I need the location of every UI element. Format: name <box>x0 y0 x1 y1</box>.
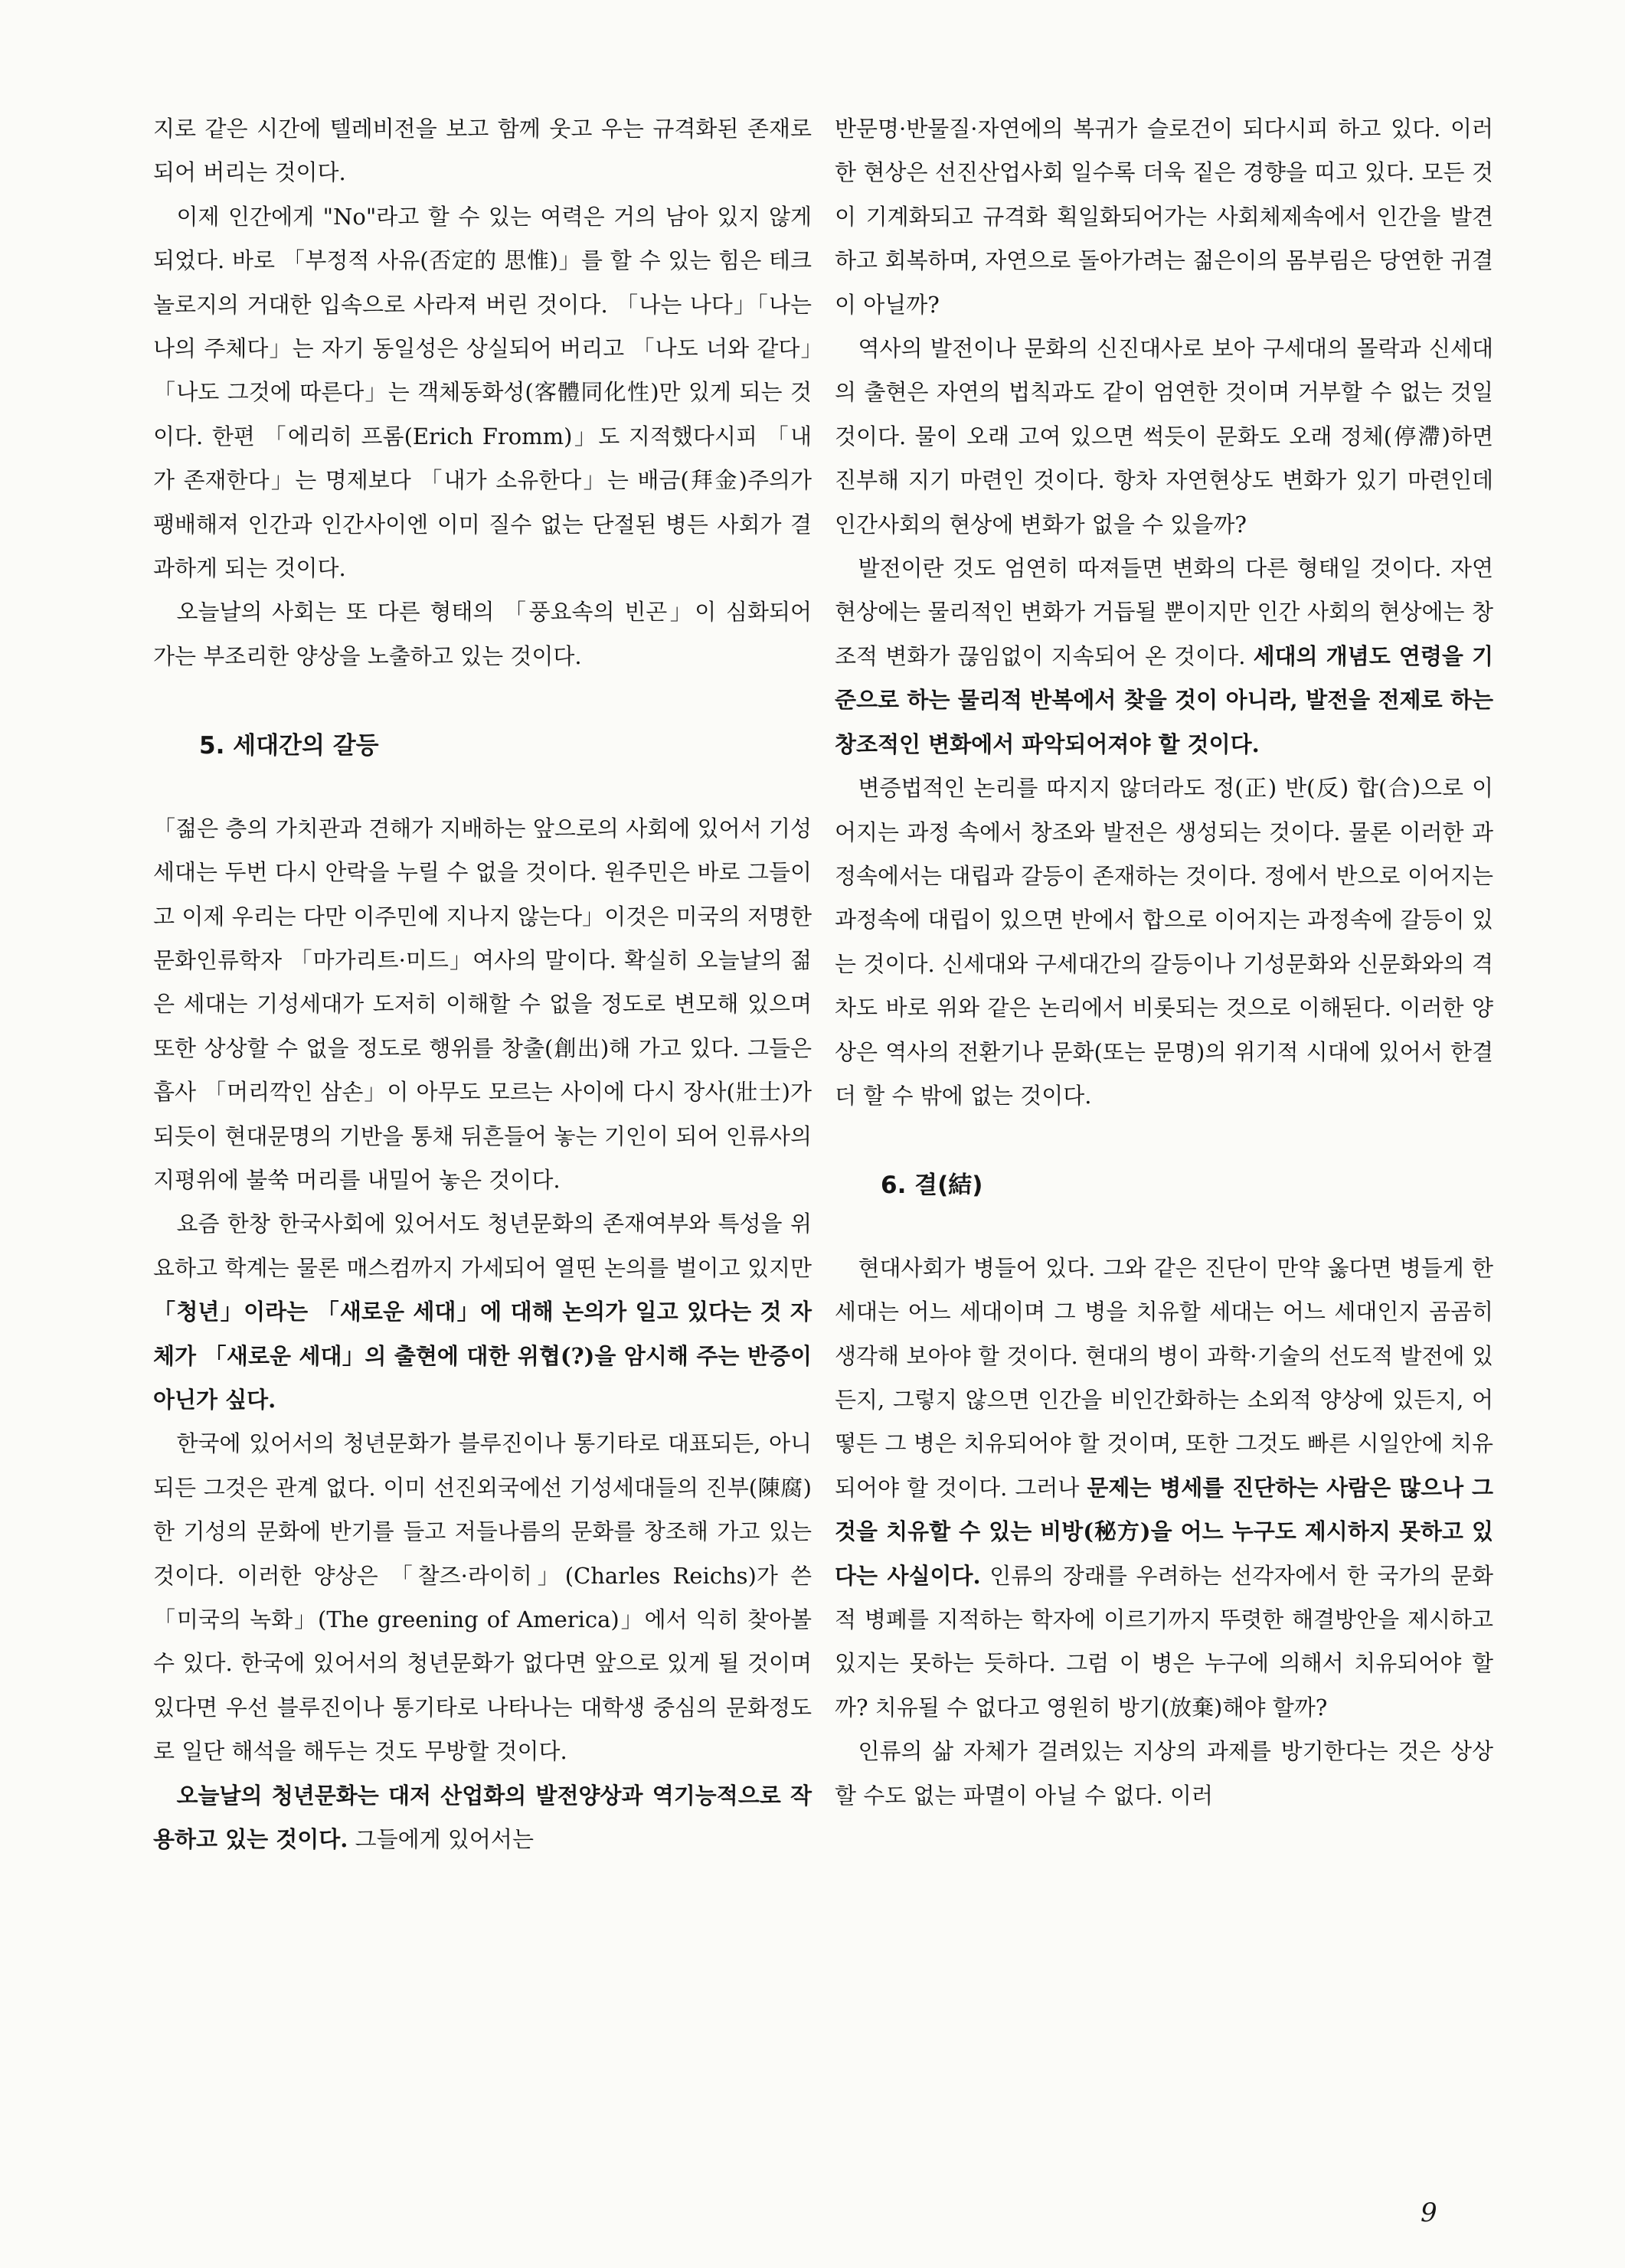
paragraph-text: 현대사회가 병들어 있다. 그와 같은 진단이 만약 옳다면 병들게 한 세대는 어느 세대이며 그 병을 치유할 세대는 어느 세대인지 곰곰히 생각해 보아야 할 것이다. 현대의 병이 과학·기술의 선도적 발전에 있든지, 그렇지 않으면 인간을 비인간화하는 소외적 양상에 있든지, 어떻든 그 병은 치유되어야 할 것이며, 또한 그것도 빠른 시일안에 치유되어야 할 것이다. 그러나 <box>835 1254 1493 1501</box>
emphasis-text: 세대의 개념도 연령을 기준으로 하는 물리적 반복에서 찾을 것이 아니라, 발전을 전제로 하는 창조적인 변화에서 파악되어져야 할 것이다. <box>835 642 1493 757</box>
paragraph <box>153 1202 812 1422</box>
paragraph-text: 인류의 장래를 우려하는 선각자에서 한 국가의 문화적 병폐를 지적하는 학자에 이르기까지 뚜렷한 해결방안을 제시하고 있지는 못하는 듯하다. 그럼 이 병은 누구에 의해서 치유되어야 할까? 치유될 수 없다고 영원히 방기(放棄)해야 할까? <box>835 1562 1493 1721</box>
section-heading-5: 5. 세대간의 갈등 <box>199 732 379 760</box>
paragraph: 오늘날의 사회는 또 다른 형태의 「풍요속의 빈곤」이 심화되어 가는 부조리한 양상을 노출하고 있는 것이다. <box>153 599 812 669</box>
paragraph: 「젊은 층의 가치관과 견해가 지배하는 앞으로의 사회에 있어서 기성세대는 두번 다시 안락을 누릴 수 없을 것이다. 원주민은 바로 그들이고 이제 우리는 다만 이주민에 지나지 않는다」이것은 미국의 저명한 문화인류학자 「마가리트·미드」여사의 말이다. 확실히 오늘날의 젊은 세대는 기성세대가 도저히 이해할 수 없을 정도로 변모해 있으며 또한 상상할 수 없을 정도로 행위를 창출(創出)해 가고 있다. 그들은 흡사 「머리깍인 삼손」이 아무도 모르는 사이에 다시 장사(壯士)가 되듯이 현대문명의 기반을 통채 뒤흔들어 놓는 기인이 되어 인류사의 지평위에 불쑥 머리를 내밀어 놓은 것이다. <box>153 815 812 1193</box>
paragraph-text: 요즘 한창 한국사회에 있어서도 청년문화의 존재여부와 특성을 위요하고 학계는 물론 매스컴까지 가세되어 열띤 논의를 벌이고 있지만 <box>153 1211 812 1281</box>
right-column <box>835 107 1493 1818</box>
paragraph: 변증법적인 논리를 따지지 않더라도 정(正) 반(反) 합(合)으로 이어지는 과정 속에서 창조와 발전은 생성되는 것이다. 물론 이러한 과정속에서는 대립과 갈등이 존재하는 것이다. 정에서 반으로 이어지는 과정속에 대립이 있으면 반에서 합으로 이어지는 과정속에 갈등이 있는 것이다. 신세대와 구세대간의 갈등이나 기성문화와 신문화와의 격차도 바로 위와 같은 논리에서 비롯되는 것으로 이해된다. 이러한 양상은 역사의 전환기나 문화(또는 문명)의 위기적 시대에 있어서 한결 더 할 수 밖에 없는 것이다. <box>835 775 1493 1109</box>
emphasis-text: 오늘날의 청년문화는 대저 산업화의 발전양상과 역기능적으로 작용하고 있는 것이다. <box>153 1782 812 1853</box>
paragraph <box>835 1247 1493 1730</box>
paragraph: 지로 같은 시간에 텔레비전을 보고 함께 웃고 우는 규격화된 존재로 되어 버리는 것이다. <box>153 116 812 186</box>
section-heading-6: 6. 결(結) <box>881 1172 983 1200</box>
paragraph-text: 그들에게 있어서는 <box>348 1826 534 1853</box>
page-number: 9 <box>1421 2198 1437 2228</box>
paragraph-text: 발전이란 것도 엄연히 따져들면 변화의 다른 형태일 것이다. 자연현상에는 물리적인 변화가 거듭될 뿐이지만 인간 사회의 현상에는 창조적 변화가 끊임없이 지속되어 온 것이다. <box>835 555 1493 669</box>
paragraph: 역사의 발전이나 문화의 신진대사로 보아 구세대의 몰락과 신세대의 출현은 자연의 법칙과도 같이 엄연한 것이며 거부할 수 없는 것일 것이다. 물이 오래 고여 있으면 썩듯이 문화도 오래 정체(停滯)하면 진부해 지기 마련인 것이다. 항차 자연현상도 변화가 있기 마련인데 인간사회의 현상에 변화가 없을 수 있을까? <box>835 335 1493 538</box>
paragraph: 한국에 있어서의 청년문화가 블루진이나 통기타로 대표되든, 아니되든 그것은 관계 없다. 이미 선진외국에선 기성세대들의 진부(陳腐)한 기성의 문화에 반기를 들고 저들나름의 문화를 창조해 가고 있는 것이다. 이러한 양상은 「찰즈·라이히」(Charles Reichs)가 쓴 「미국의 녹화」(The greening of America)」에서 익히 찾아볼 수 있다. 한국에 있어서의 청년문화가 없다면 앞으로 있게 될 것이며 있다면 우선 블루진이나 통기타로 나타나는 대학생 중심의 문화정도로 일단 해석을 해두는 것도 무방할 것이다. <box>153 1430 812 1765</box>
paragraph: 이제 인간에게 "No"라고 할 수 있는 여력은 거의 남아 있지 않게 되었다. 바로 「부정적 사유(否定的 思惟)」를 할 수 있는 힘은 테크놀로지의 거대한 입속으로 사라져 버린 것이다. 「나는 나다」「나는 나의 주체다」는 자기 동일성은 상실되어 버리고 「나도 너와 같다」「나도 그것에 따른다」는 객체동화성(客體同化性)만 있게 되는 것이다. 한편 「에리히 프롬(Erich Fromm)」도 지적했다시피 「내가 존재한다」는 명제보다 「내가 소유한다」는 배금(拜金)주의가 팽배해져 인간과 인간사이엔 이미 질수 없는 단절된 병든 사회가 결과하게 되는 것이다. <box>153 203 812 582</box>
left-column <box>153 107 812 1861</box>
emphasis-text: 「청년」이라는 「새로운 세대」에 대해 논의가 일고 있다는 것 자체가 「새로운 세대」의 출현에 대한 위협(?)을 암시해 주는 반증이 아닌가 싶다. <box>153 1299 812 1413</box>
paragraph: 인류의 삶 자체가 걸려있는 지상의 과제를 방기한다는 것은 상상할 수도 없는 파멸이 아닐 수 없다. 이러 <box>835 1738 1493 1809</box>
paragraph <box>153 1774 812 1862</box>
paragraph: 반문명·반물질·자연에의 복귀가 슬로건이 되다시피 하고 있다. 이러한 현상은 선진산업사회 일수록 더욱 짙은 경향을 띠고 있다. 모든 것이 기계화되고 규격화 획일화되어가는 사회체제속에서 인간을 발견하고 회복하며, 자연으로 돌아가려는 젊은이의 몸부림은 당연한 귀결이 아닐까? <box>835 116 1493 318</box>
paragraph <box>835 547 1493 766</box>
emphasis-text: 문제는 병세를 진단하는 사람은 많으나 그것을 치유할 수 있는 비방(秘方)을 어느 누구도 제시하지 못하고 있다는 사실이다. <box>835 1474 1493 1589</box>
